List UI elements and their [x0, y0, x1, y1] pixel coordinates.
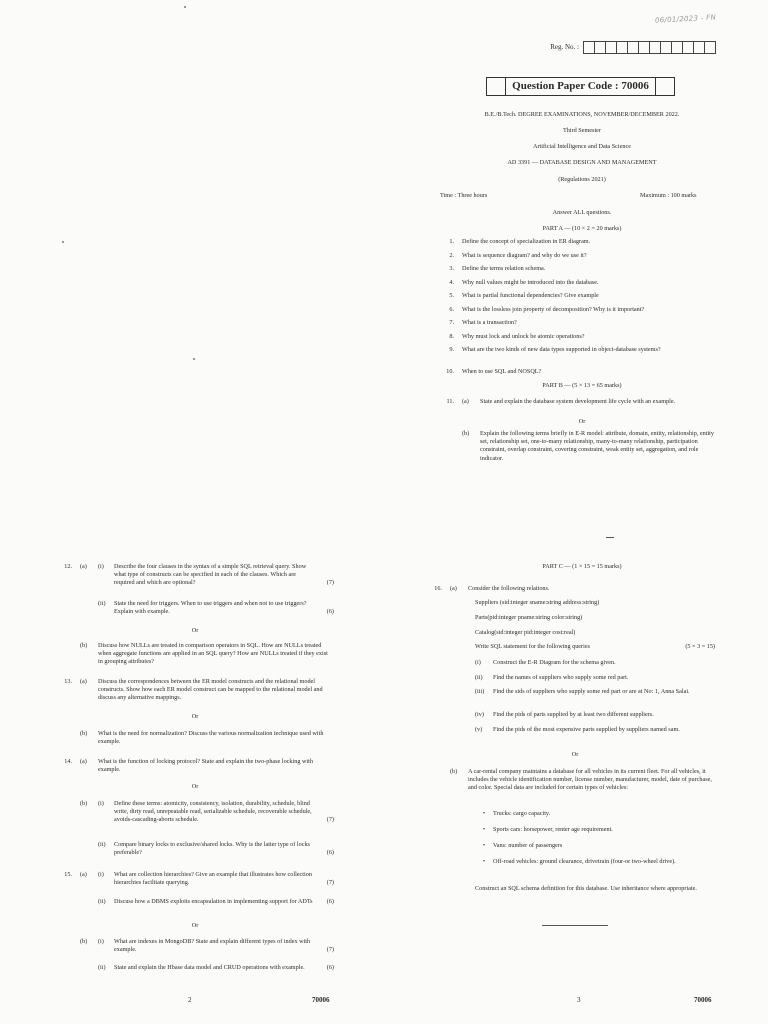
or-divider: Or: [191, 713, 199, 720]
subject: AD 3391 — DATABASE DESIGN AND MANAGEMENT: [507, 159, 657, 166]
question-11b: (b) Explain the following terms briefly in E-R model: attribute, domain, entity, relationship, entity set, relationship set, one-to-many relationship, many-to-many relationship, participation constraint, overlap constraint, covering constraint, weak entity set, aggregation, and role indicator.: [462, 430, 714, 462]
part-a-question: 8. Why must lock and unlock be atomic operations?: [449, 332, 585, 340]
question-14a: 14. (a) What is the function of locking protocol? State and explain the two-phase locking with example.: [64, 758, 313, 774]
question-12b: (b) Discuss how NULLs are treated in comparison operators in SQL. How are NULLs treated when aggregate functions are applied in an SQL query? How are NULLs treated if they exist in grouping attributes?: [80, 642, 328, 666]
bullet-item: • Sports cars: horsepower, renter age requirement.: [482, 826, 613, 833]
part-a-question: 6. What is the lossless join property of decomposition? Why is it important?: [449, 305, 645, 313]
page-number-left: 2: [188, 996, 192, 1004]
or-divider: Or: [578, 418, 586, 425]
regulations: (Regulations 2021): [558, 176, 606, 183]
reg-no-label: Reg. No. :: [550, 42, 579, 51]
question-15b-i: (b) (i) What are indexes in MongoDB? State and explain different types of index with example. (7): [80, 938, 334, 954]
end-rule: [542, 925, 608, 926]
write-sql-instruction: Write SQL statement for the following queries (5 × 3 = 15): [475, 643, 715, 650]
query-item: (iii) Find the sids of suppliers who supply some red part or are at No: 1, Anna Salai.: [475, 688, 690, 695]
query-item: (i) Construct the E-R Diagram for the schema given.: [475, 659, 616, 666]
bullet-item: • Off-road vehicles: ground clearance, drivetrain (four-or two-wheel drive).: [482, 858, 676, 865]
page-number-right: 3: [577, 996, 581, 1004]
part-a-question: 4. Why null values might be introduced into the database.: [449, 278, 599, 286]
scan-speck: [62, 241, 64, 243]
part-a-question: 9. What are the two kinds of new data types supported in object-database systems?: [449, 346, 661, 353]
reg-no: [550, 41, 716, 54]
or-divider: Or: [571, 751, 579, 758]
page-code-left: 70006: [312, 996, 330, 1004]
time-allowed: Time : Three hours: [440, 192, 488, 199]
bullet-item: • Trucks: cargo capacity.: [482, 810, 551, 817]
question-11a: 11. (a) State and explain the database system development life cycle with an example.: [446, 398, 676, 405]
question-14b-ii: (ii) Compare binary locks to exclusive/shared locks. Why is the latter type of locks preferable? (6): [98, 841, 334, 857]
maximum-marks: Maximum : 100 marks: [640, 192, 697, 199]
part-a-question: 2. What is sequence diagram? and why do we use it?: [449, 251, 587, 259]
part-a-question: 7. What is a transaction?: [449, 319, 517, 326]
question-15a-i: 15. (a) (i) What are collection hierarchies? Give an example that illustrates how collection hierarchies facilitate querying. (7): [64, 871, 334, 887]
question-16a-intro: 16. (a) Consider the following relations.: [434, 585, 550, 592]
question-12a-ii: (ii) State the need for triggers. When to use triggers and when not to use triggers? Explain with example. (6): [98, 600, 334, 616]
question-paper-code: Question Paper Code : 70006: [505, 77, 656, 96]
question-16b-closing: Construct an SQL schema definition for this database. Use inheritance where appropriate.: [475, 885, 697, 892]
query-item: (v) Find the pids of the most expensive parts supplied by suppliers named sam.: [475, 726, 680, 733]
part-b-heading: PART B — (5 × 13 = 65 marks): [542, 382, 622, 389]
or-divider: Or: [191, 783, 199, 790]
relation-parts: Parts(pid:integer pname:string color:string): [475, 614, 583, 621]
page-code-right: 70006: [694, 996, 712, 1004]
branch: Artificial Intelligence and Data Science: [533, 143, 631, 150]
part-c-heading: PART C — (1 × 15 = 15 marks): [542, 563, 622, 570]
bullet-item: • Vans: number of passengers: [482, 842, 563, 849]
part-a-list: [432, 238, 722, 382]
question-15a-ii: (ii) Discuss how a DBMS exploits encapsulation in implementing support for ADTs (6): [98, 898, 334, 905]
semester: Third Semester: [563, 127, 601, 134]
or-divider: Or: [191, 922, 199, 929]
part-a-question: 1. Define the concept of specialization in ER diagram.: [449, 238, 591, 245]
question-13b: (b) What is the need for normalization? Discuss the various normalization technique used with example.: [80, 730, 324, 746]
instruction: Answer ALL questions.: [552, 209, 612, 216]
relation-suppliers: Suppliers (sid:integer sname:string address:string): [475, 599, 600, 606]
reg-no-boxes: [583, 41, 716, 54]
decorative-rule: [460, 537, 620, 538]
scan-speck: [193, 358, 195, 360]
exam-title: B.E./B.Tech. DEGREE EXAMINATIONS, NOVEMBER/DECEMBER 2022.: [484, 111, 680, 118]
query-item: (ii) Find the names of suppliers who supply some red part.: [475, 674, 629, 681]
scan-speck: [184, 6, 186, 8]
handwritten-date: 06/01/2023 - FN: [654, 13, 717, 25]
question-paper-code-box: [486, 77, 675, 96]
part-a-question: 10. When to use SQL and NOSQL?: [446, 368, 542, 375]
relation-catalog: Catalog(sid:integer pid:integer cost:real): [475, 629, 576, 636]
or-divider: Or: [191, 627, 199, 634]
question-12a-i: 12. (a) (i) Describe the four clauses in the syntax of a simple SQL retrieval query. Show what type of constructs can be specified in each of the clauses. Which are required and which are optional? (7): [64, 563, 334, 587]
part-a-heading: PART A — (10 × 2 = 20 marks): [542, 225, 622, 232]
question-16b: (b) A car-rental company maintains a database for all vehicles in its current fleet. For all vehicles, it includes the vehicle identification number, license number, manufacturer, model, date of purchase, and color. Special data are included for certain types of vehicles:: [450, 768, 712, 792]
query-item: (iv) Find the pids of parts supplied by at least two different suppliers.: [475, 711, 654, 718]
question-14b-i: (b) (i) Define these terms: atomicity, consistency, isolation, durability, schedule, blind write, dirty read, unrepeatable read, serializable schedule, recoverable schedule, avoids-cascading-aborts schedule. (7): [80, 800, 334, 824]
question-15b-ii: (ii) State and explain the Hbase data model and CRUD operations with example. (6): [98, 964, 334, 971]
part-a-question: 5. What is partial functional dependencies? Give example: [449, 292, 599, 299]
question-13a: 13. (a) Discuss the correspondences between the ER model constructs and the relational model constructs. Show how each ER model construct can be mapped to the relational model and discuss any alternative mappings.: [64, 678, 323, 702]
part-a-question: 3. Define the terms relation schema.: [449, 265, 546, 272]
